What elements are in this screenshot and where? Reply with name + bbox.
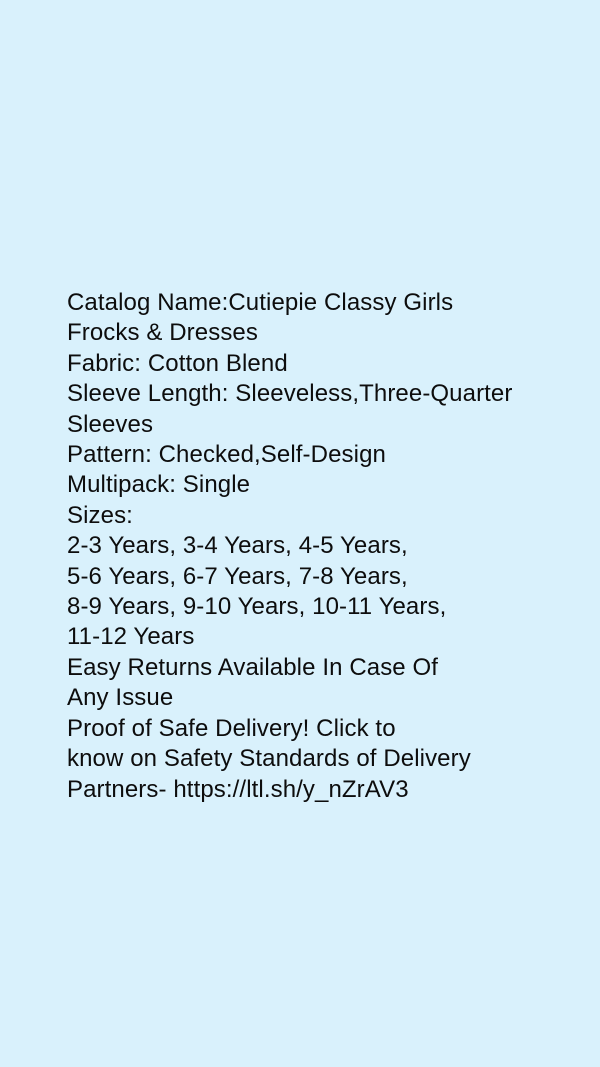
sleeve-length-line-2: Sleeves	[67, 410, 154, 438]
sizes-label-line: Sizes:	[67, 501, 133, 529]
safe-delivery-link-line: Partners- https://ltl.sh/y_nZrAV3	[67, 775, 409, 803]
safe-delivery-line-2: know on Safety Standards of Delivery	[67, 745, 471, 773]
pattern-line: Pattern: Checked,Self-Design	[67, 441, 386, 469]
catalog-name-line-2: Frocks & Dresses	[67, 319, 258, 347]
product-description	[67, 288, 577, 805]
returns-line-2: Any Issue	[67, 684, 174, 712]
sleeve-length-line-1: Sleeve Length: Sleeveless,Three-Quarter	[67, 380, 513, 408]
returns-line-1: Easy Returns Available In Case Of	[67, 653, 439, 681]
sizes-line-3: 8-9 Years, 9-10 Years, 10-11 Years,	[67, 593, 447, 621]
catalog-name-line-1: Catalog Name:Cutiepie Classy Girls	[67, 289, 454, 316]
safe-delivery-line-1: Proof of Safe Delivery! Click to	[67, 714, 396, 742]
sizes-line-1: 2-3 Years, 3-4 Years, 4-5 Years,	[67, 532, 408, 560]
sizes-line-4: 11-12 Years	[67, 623, 195, 651]
fabric-line: Fabric: Cotton Blend	[67, 349, 288, 377]
multipack-line: Multipack: Single	[67, 471, 251, 499]
sizes-line-2: 5-6 Years, 6-7 Years, 7-8 Years,	[67, 562, 408, 590]
